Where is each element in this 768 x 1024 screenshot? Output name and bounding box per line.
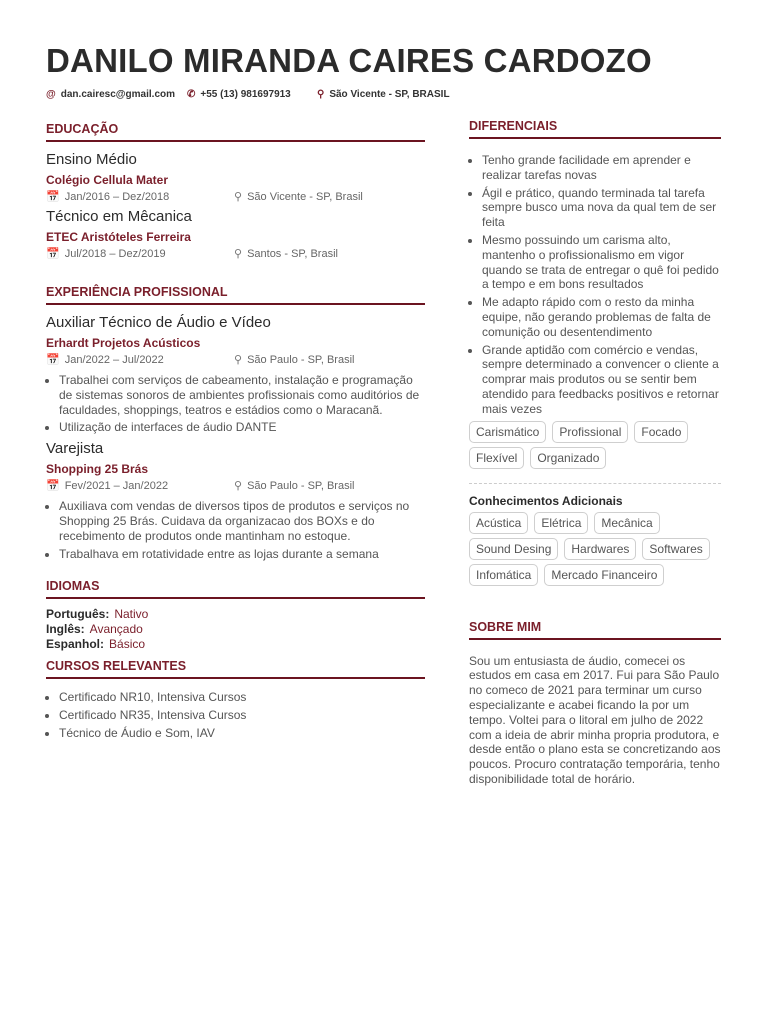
location-text: São Vicente - SP, Brasil — [247, 191, 363, 203]
entry-meta — [46, 477, 425, 495]
school-name: Colégio Cellula Mater — [46, 173, 169, 187]
list-item: • Me adapto rápido com o resto da minha equipe, não gerando problemas de falta de comunição ou desentendimento — [482, 295, 721, 339]
entry-location — [234, 351, 354, 369]
language-name: Espanhol: — [46, 637, 105, 652]
differentials-list — [469, 153, 721, 417]
entry-location — [234, 477, 354, 495]
email-text: dan.cairesc@gmail.com — [60, 89, 176, 100]
tag: Elétrica — [534, 512, 588, 534]
skill-tags — [469, 512, 721, 586]
list-item: • Mesmo possuindo um carisma alto, mantenho o profissionalismo em vigor quando se trata de entregar o quê foi pedido a tempo e em bons resultados — [482, 233, 721, 292]
degree-title: Técnico em Mêcanica — [46, 208, 192, 225]
location-text: São Paulo - SP, Brasil — [247, 354, 355, 366]
date-range — [46, 477, 168, 495]
location-text: São Paulo - SP, Brasil — [247, 480, 355, 493]
at-icon: @ — [46, 89, 56, 100]
calendar-icon: 📅 — [46, 248, 60, 260]
degree-title: Ensino Médio — [46, 151, 137, 168]
date-range — [46, 188, 169, 206]
tag: Hardwares — [564, 538, 636, 560]
list-item: • Tenho grande facilidade em aprender e realizar tarefas novas — [482, 153, 721, 183]
map-pin-icon: ⚲ — [234, 248, 243, 260]
date-text: Fev/2021 – Jan/2022 — [64, 480, 169, 493]
list-item: • Certificado NR35, Intensiva Cursos — [59, 708, 425, 723]
map-pin-icon: ⚲ — [234, 191, 243, 203]
company-name: Erhardt Projetos Acústicos — [46, 336, 201, 350]
trait-tags — [469, 421, 721, 469]
about-heading: SOBRE MIM — [469, 620, 721, 640]
language-name: Inglês: — [46, 622, 85, 637]
language-row — [46, 607, 425, 622]
language-row — [46, 622, 425, 637]
right-column — [469, 119, 721, 787]
language-level: Nativo — [114, 607, 149, 622]
list-item: • Auxiliava com vendas de diversos tipos de produtos e serviços no Shopping 25 Brás. Cuidava da organizacao dos BOXs e do recebimento de produtos onde mantinham no estoque. — [59, 499, 425, 543]
candidate-name: DANILO MIRANDA CAIRES CARDOZO — [46, 42, 652, 79]
calendar-icon: 📅 — [46, 354, 60, 366]
list-item: • Ágil e prático, quando terminada tal tarefa sempre busco uma nova da qual tem de ser feita — [482, 186, 721, 230]
experience-entry — [46, 440, 425, 561]
education-entry — [46, 208, 425, 263]
languages-heading: IDIOMAS — [46, 579, 425, 599]
list-item: • Utilização de interfaces de áudio DANTE — [59, 420, 425, 435]
entry-meta — [46, 351, 425, 369]
date-text: Jul/2018 – Dez/2019 — [64, 248, 166, 260]
additional-heading: Conhecimentos Adicionais — [469, 493, 623, 508]
language-level: Avançado — [89, 622, 143, 637]
map-pin-icon: ⚲ — [234, 480, 243, 493]
experience-entry — [46, 314, 425, 435]
left-column — [46, 122, 425, 744]
tag: Profissional — [552, 421, 628, 443]
entry-location — [234, 188, 363, 206]
language-name: Português: — [46, 607, 110, 622]
list-item: • Certificado NR10, Intensiva Cursos — [59, 690, 425, 705]
language-level: Básico — [109, 637, 146, 652]
phone-icon: ✆ — [187, 89, 196, 100]
differentials-heading: DIFERENCIAIS — [469, 119, 721, 139]
date-text: Jan/2022 – Jul/2022 — [64, 354, 164, 366]
tag: Focado — [634, 421, 688, 443]
list-item: • Técnico de Áudio e Som, IAV — [59, 726, 425, 741]
courses-heading: CURSOS RELEVANTES — [46, 659, 425, 679]
language-row — [46, 637, 425, 652]
entry-meta — [46, 245, 425, 263]
tag: Mercado Financeiro — [544, 564, 664, 586]
job-bullets — [46, 499, 425, 561]
tag: Infomática — [469, 564, 538, 586]
job-bullets — [46, 373, 425, 435]
date-range — [46, 245, 166, 263]
experience-heading: EXPERIÊNCIA PROFISSIONAL — [46, 285, 425, 305]
tag: Softwares — [642, 538, 709, 560]
tag: Acústica — [469, 512, 528, 534]
date-range — [46, 351, 164, 369]
list-item: • Grande aptidão com comércio e vendas, sempre determinado a convencer o cliente a comprar mais produtos ou se sentir bem atendido para feedbacks positivos e retornar mais vezes — [482, 343, 721, 417]
contact-email[interactable] — [46, 89, 175, 100]
tag: Sound Desing — [469, 538, 558, 560]
map-pin-icon: ⚲ — [317, 89, 325, 100]
job-title: Varejista — [46, 440, 104, 458]
dashed-divider — [469, 483, 721, 484]
entry-location — [234, 245, 338, 263]
tag: Mecânica — [594, 512, 659, 534]
tag: Flexível — [469, 447, 524, 469]
education-entry — [46, 151, 425, 206]
about-text: Sou um entusiasta de áudio, comecei os estudos em casa em 2017. Fui para São Paulo no comeco de 2021 para terminar um curso especializante e acabei ficando la por um tempo. Voltei para o litoral em julho de 2022 com a ideia de abrir minha propria produtora, e desde então o plano esta se concretizando aos poucos. Procuro contratação temporária, tenho disponibilidade total de horário. — [469, 653, 721, 786]
list-item: • Trabalhava em rotatividade entre as lojas durante a semana — [59, 547, 425, 562]
tag: Carismático — [469, 421, 546, 443]
languages-list — [46, 607, 425, 652]
entry-meta — [46, 188, 425, 206]
calendar-icon: 📅 — [46, 191, 60, 203]
location-text: Santos - SP, Brasil — [247, 248, 338, 260]
list-item: • Trabalhei com serviços de cabeamento, instalação e programação de sistemas sonoros de ambientes profissionais como auditórios de faculdades, shoppings, teatros e estádios como o Maracanã. — [59, 373, 425, 417]
calendar-icon: 📅 — [46, 480, 60, 493]
date-text: Jan/2016 – Dez/2018 — [64, 191, 170, 203]
school-name: ETEC Aristóteles Ferreira — [46, 230, 191, 244]
contact-location — [317, 89, 450, 100]
map-pin-icon: ⚲ — [234, 354, 243, 366]
tag: Organizado — [530, 447, 606, 469]
courses-list — [46, 690, 425, 740]
phone-text: +55 (13) 981697913 — [200, 89, 291, 100]
location-text: São Vicente - SP, BRASIL — [329, 89, 450, 100]
contact-phone — [187, 89, 291, 100]
company-name: Shopping 25 Brás — [46, 462, 149, 477]
education-heading: EDUCAÇÃO — [46, 122, 425, 142]
job-title: Auxiliar Técnico de Áudio e Vídeo — [46, 314, 271, 331]
